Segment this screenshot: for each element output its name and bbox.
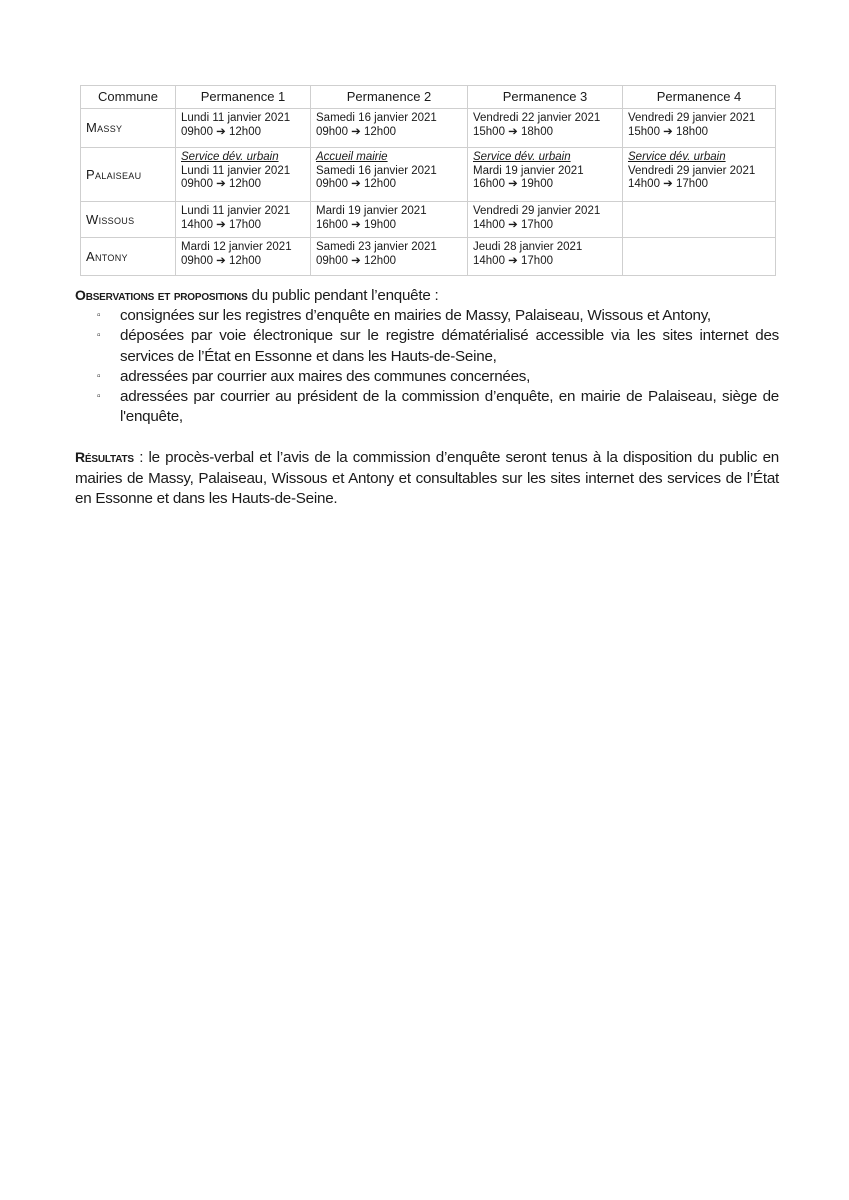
permanence-date: Lundi 11 janvier 2021	[181, 164, 291, 177]
permanence-time: 09h00 ➔ 12h00	[316, 125, 396, 138]
column-header: Permanence 2	[311, 86, 468, 109]
permanence-cell	[176, 148, 311, 202]
table-row	[81, 148, 776, 202]
observation-text: adressées par courrier aux maires des communes concernées,	[120, 367, 531, 385]
table-row	[81, 238, 776, 276]
permanence-time: 09h00 ➔ 12h00	[316, 254, 396, 267]
permanences-table	[80, 85, 776, 276]
commune-cell: Massy	[81, 109, 176, 148]
resultats-text: : le procès-verbal et l’avis de la commission d’enquête seront tenus à la disposition du public en mairies de Massy, Palaiseau, Wissous et Antony et consultables sur les sites internet des services de l’État en Essonne et dans les Hauts-de-Seine.	[75, 449, 779, 507]
permanence-cell	[176, 202, 311, 238]
observations-intro: du public pendant l’enquête :	[247, 287, 439, 304]
table-row	[81, 202, 776, 238]
permanence-cell	[311, 202, 468, 238]
square-bullet-icon: ▫	[97, 330, 101, 342]
square-bullet-icon: ▫	[97, 370, 101, 382]
column-header: Permanence 1	[176, 86, 311, 109]
permanence-cell	[311, 109, 468, 148]
column-header: Permanence 4	[623, 86, 776, 109]
commune-cell: Wissous	[81, 202, 176, 238]
permanence-cell	[623, 148, 776, 202]
table-row	[81, 109, 776, 148]
permanence-time: 16h00 ➔ 19h00	[473, 178, 553, 190]
commune-cell: Palaiseau	[81, 148, 176, 202]
permanence-note: Accueil mairie	[316, 151, 388, 163]
permanence-cell	[468, 148, 623, 202]
resultats-paragraph	[75, 447, 779, 509]
permanence-cell	[468, 238, 623, 276]
square-bullet-icon: ▫	[97, 391, 101, 403]
permanence-cell	[176, 238, 311, 276]
permanence-note: Service dév. urbain	[473, 151, 571, 163]
permanence-cell	[311, 148, 468, 202]
permanence-date: Mardi 19 janvier 2021	[316, 205, 427, 217]
permanence-cell	[176, 109, 311, 148]
column-header: Permanence 3	[468, 86, 623, 109]
permanence-date: Lundi 11 janvier 2021	[181, 112, 291, 124]
permanence-date: Jeudi 28 janvier 2021	[473, 241, 583, 253]
permanence-cell	[623, 238, 776, 276]
permanence-time: 16h00 ➔ 19h00	[316, 218, 396, 231]
permanence-date: Vendredi 29 janvier 2021	[628, 164, 756, 177]
permanence-date: Vendredi 22 janvier 2021	[473, 112, 601, 124]
permanence-cell	[468, 109, 623, 148]
permanence-date: Mardi 19 janvier 2021	[473, 164, 584, 177]
observations-heading	[75, 285, 779, 306]
permanence-cell	[623, 109, 776, 148]
observation-item	[97, 367, 779, 387]
document-body	[75, 285, 779, 509]
permanence-time: 15h00 ➔ 18h00	[473, 125, 553, 138]
permanence-note: Service dév. urbain	[628, 151, 726, 163]
permanence-date: Vendredi 29 janvier 2021	[473, 205, 601, 217]
permanence-cell	[623, 202, 776, 238]
table-header-row	[81, 86, 776, 109]
permanence-time: 14h00 ➔ 17h00	[628, 178, 708, 190]
permanence-time: 15h00 ➔ 18h00	[628, 125, 708, 138]
permanence-date: Samedi 23 janvier 2021	[316, 241, 437, 253]
observations-title: Observations et propositions	[75, 287, 248, 303]
permanence-date: Samedi 16 janvier 2021	[316, 164, 437, 177]
permanence-time: 09h00 ➔ 12h00	[181, 125, 261, 138]
permanence-date: Vendredi 29 janvier 2021	[628, 112, 756, 124]
permanence-time: 14h00 ➔ 17h00	[181, 218, 261, 231]
commune-cell: Antony	[81, 238, 176, 276]
permanence-time: 14h00 ➔ 17h00	[473, 218, 553, 231]
permanence-time: 14h00 ➔ 17h00	[473, 254, 553, 267]
observation-item	[97, 387, 779, 427]
observation-text: adressées par courrier au président de la commission d’enquête, en mairie de Palaiseau, siège de l'enquête,	[120, 388, 779, 426]
permanence-date: Lundi 11 janvier 2021	[181, 205, 291, 217]
permanence-date: Mardi 12 janvier 2021	[181, 241, 292, 253]
permanence-note: Service dév. urbain	[181, 151, 279, 163]
permanence-time: 09h00 ➔ 12h00	[316, 178, 396, 190]
permanence-date: Samedi 16 janvier 2021	[316, 112, 437, 124]
permanence-cell	[468, 202, 623, 238]
permanence-time: 09h00 ➔ 12h00	[181, 178, 261, 190]
observation-text: déposées par voie électronique sur le registre dématérialisé accessible via les sites internet des services de l’État en Essonne et dans les Hauts-de-Seine,	[120, 327, 779, 365]
observation-item	[97, 326, 779, 366]
square-bullet-icon: ▫	[97, 310, 101, 322]
observations-list	[75, 306, 779, 427]
column-header: Commune	[81, 86, 176, 109]
observation-item	[97, 306, 779, 326]
observation-text: consignées sur les registres d’enquête en mairies de Massy, Palaiseau, Wissous et Antony,	[120, 307, 711, 325]
permanence-cell	[311, 238, 468, 276]
resultats-title: Résultats	[75, 449, 134, 466]
permanence-time: 09h00 ➔ 12h00	[181, 254, 261, 267]
